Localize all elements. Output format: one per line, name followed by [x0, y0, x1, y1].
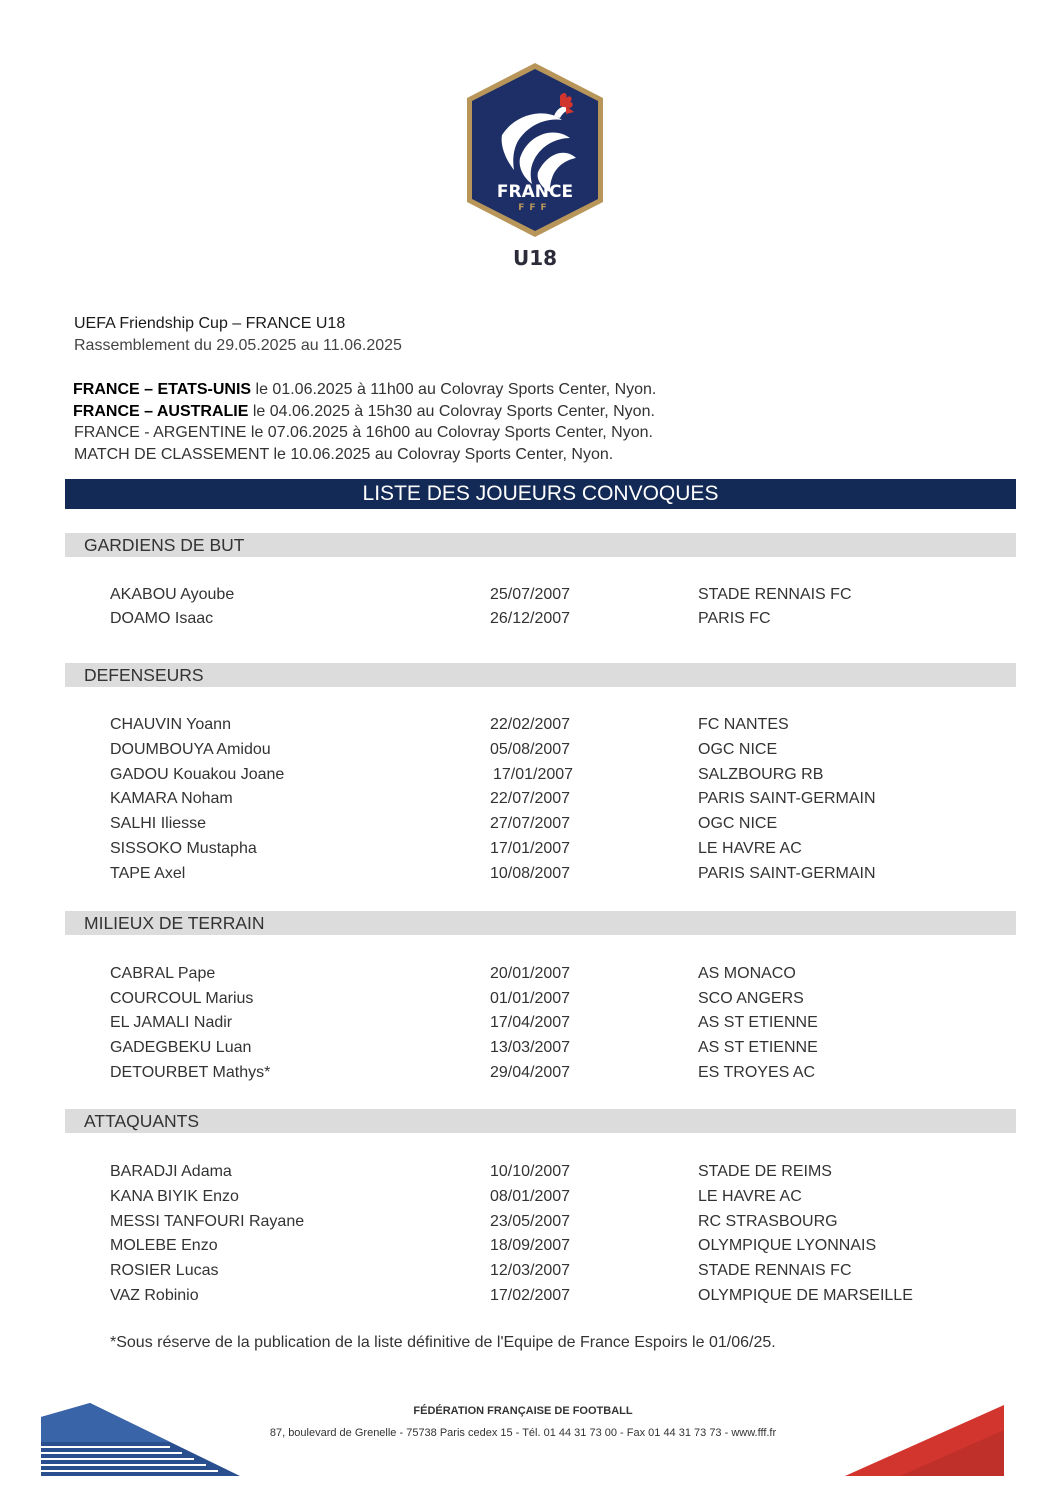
player-name: CHAUVIN Yoann: [110, 716, 231, 733]
player-name: MOLEBE Enzo: [110, 1237, 218, 1254]
section-defenders: [65, 663, 1016, 687]
player-dob: 25/07/2007: [490, 586, 571, 603]
competition-title: UEFA Friendship Cup – FRANCE U18: [74, 315, 346, 332]
player-club: FC NANTES: [698, 716, 789, 733]
table-row: [0, 1061, 1050, 1085]
table-row: [0, 1011, 1050, 1035]
player-dob: 17/01/2007: [493, 766, 574, 783]
section-title: MILIEUX DE TERRAIN: [84, 913, 265, 933]
footnote: *Sous réserve de la publication de la liste définitive de l'Equipe de France Espoirs le 01/06/25.: [110, 1334, 776, 1351]
match-details: le 01.06.2025 à 11h00 au Colovray Sports Center, Nyon.: [251, 381, 657, 398]
player-name: DOUMBOUYA Amidou: [110, 741, 271, 758]
player-club: LE HAVRE AC: [698, 840, 802, 857]
table-row: [0, 787, 1050, 811]
player-club: PARIS SAINT-GERMAIN: [698, 865, 876, 882]
player-club: OLYMPIQUE DE MARSEILLE: [698, 1287, 913, 1304]
footer-federation-name: FÉDÉRATION FRANÇAISE DE FOOTBALL: [413, 1405, 633, 1417]
footer-address: 87, boulevard de Grenelle - 75738 Paris cedex 15 - Tél. 01 44 31 73 00 - Fax 01 44 31 73 73 - www.fff.fr: [269, 1427, 777, 1439]
player-dob: 01/01/2007: [490, 990, 571, 1007]
table-row: [0, 962, 1050, 986]
table-row: [0, 1284, 1050, 1308]
section-title: DEFENSEURS: [84, 665, 204, 685]
player-name: SALHI Iliesse: [110, 815, 207, 832]
player-club: PARIS SAINT-GERMAIN: [698, 790, 876, 807]
player-club: ES TROYES AC: [698, 1064, 816, 1081]
player-name: CABRAL Pape: [110, 965, 216, 982]
player-list-banner: LISTE DES JOUEURS CONVOQUES: [65, 479, 1016, 509]
table-row: [0, 738, 1050, 762]
player-club: SALZBOURG RB: [698, 766, 824, 783]
player-name: DETOURBET Mathys*: [110, 1064, 271, 1081]
player-dob: 17/04/2007: [490, 1014, 571, 1031]
player-club: LE HAVRE AC: [698, 1188, 802, 1205]
section-title: GARDIENS DE BUT: [84, 535, 245, 555]
player-club: STADE DE REIMS: [698, 1163, 832, 1180]
player-dob: 05/08/2007: [490, 741, 571, 758]
player-name: COURCOUL Marius: [110, 990, 254, 1007]
table-row: [0, 583, 1050, 607]
player-club: AS MONACO: [698, 965, 796, 982]
player-club: AS ST ETIENNE: [698, 1014, 818, 1031]
player-name: DOAMO Isaac: [110, 610, 214, 627]
table-row: [0, 1185, 1050, 1209]
badge-fff-text: FFF: [518, 203, 552, 213]
player-dob: 18/09/2007: [490, 1237, 571, 1254]
match-row: [73, 422, 656, 444]
player-dob: 08/01/2007: [490, 1188, 571, 1205]
player-dob: 10/08/2007: [490, 865, 571, 882]
table-row: [0, 987, 1050, 1011]
table-row: [0, 862, 1050, 886]
match-row: [73, 444, 656, 466]
fff-u18-logo: [462, 60, 608, 286]
player-dob: 22/02/2007: [490, 716, 571, 733]
table-row: [0, 837, 1050, 861]
player-name: TAPE Axel: [110, 865, 186, 882]
player-dob: 17/02/2007: [490, 1287, 571, 1304]
table-row: [0, 1259, 1050, 1283]
fff-crest-icon: [462, 60, 608, 240]
section-title: ATTAQUANTS: [84, 1111, 200, 1131]
player-dob: 26/12/2007: [490, 610, 571, 627]
match-details: MATCH DE CLASSEMENT le 10.06.2025 au Colovray Sports Center, Nyon.: [74, 445, 614, 463]
section-goalkeepers: [65, 533, 1016, 557]
table-row: [0, 1036, 1050, 1060]
player-name: EL JAMALI Nadir: [110, 1014, 233, 1031]
player-club: OGC NICE: [698, 741, 778, 758]
player-club: RC STRASBOURG: [698, 1213, 838, 1230]
player-name: AKABOU Ayoube: [110, 586, 235, 603]
player-name: GADOU Kouakou Joane: [110, 766, 285, 783]
player-club: OGC NICE: [698, 815, 778, 832]
player-dob: 10/10/2007: [490, 1163, 571, 1180]
player-club: OLYMPIQUE LYONNAIS: [698, 1237, 877, 1254]
intro-block: [74, 313, 402, 357]
player-club: SCO ANGERS: [698, 990, 804, 1007]
player-name: GADEGBEKU Luan: [110, 1039, 252, 1056]
player-name: ROSIER Lucas: [110, 1262, 219, 1279]
match-row: [73, 379, 656, 401]
player-club: PARIS FC: [698, 610, 771, 627]
team-label: U18: [512, 246, 558, 270]
player-dob: 13/03/2007: [490, 1039, 571, 1056]
player-name: VAZ Robinio: [110, 1287, 199, 1304]
player-dob: 27/07/2007: [490, 815, 571, 832]
table-row: [0, 812, 1050, 836]
match-details: le 04.06.2025 à 15h30 au Colovray Sports Center, Nyon.: [248, 402, 655, 420]
player-club: STADE RENNAIS FC: [698, 1262, 852, 1279]
player-dob: 23/05/2007: [490, 1213, 571, 1230]
player-name: KANA BIYIK Enzo: [110, 1188, 239, 1205]
match-details: FRANCE - ARGENTINE le 07.06.2025 à 16h00 au Colovray Sports Center, Nyon.: [74, 424, 653, 441]
player-name: KAMARA Noham: [110, 790, 233, 807]
section-midfielders: [65, 911, 1016, 935]
player-dob: 17/01/2007: [490, 840, 571, 857]
player-dob: 29/04/2007: [490, 1064, 571, 1081]
player-name: BARADJI Adama: [110, 1163, 232, 1180]
player-dob: 22/07/2007: [490, 790, 571, 807]
player-dob: 20/01/2007: [490, 965, 571, 982]
table-row: [0, 763, 1050, 787]
table-row: [0, 1234, 1050, 1258]
gathering-dates: Rassemblement du 29.05.2025 au 11.06.2025: [74, 337, 402, 354]
match-teams: FRANCE – AUSTRALIE: [73, 402, 249, 420]
badge-france-text: FRANCE: [496, 182, 574, 202]
match-row: [73, 401, 656, 423]
player-name: MESSI TANFOURI Rayane: [110, 1213, 305, 1230]
table-row: [0, 713, 1050, 737]
section-forwards: [65, 1109, 1016, 1133]
player-name: SISSOKO Mustapha: [110, 840, 257, 857]
table-row: [0, 607, 1050, 631]
player-club: STADE RENNAIS FC: [698, 586, 852, 603]
player-dob: 12/03/2007: [490, 1262, 571, 1279]
match-teams: FRANCE – ETATS-UNIS: [73, 381, 252, 398]
table-row: [0, 1160, 1050, 1184]
match-schedule: [73, 379, 656, 465]
player-club: AS ST ETIENNE: [698, 1039, 818, 1056]
table-row: [0, 1210, 1050, 1234]
